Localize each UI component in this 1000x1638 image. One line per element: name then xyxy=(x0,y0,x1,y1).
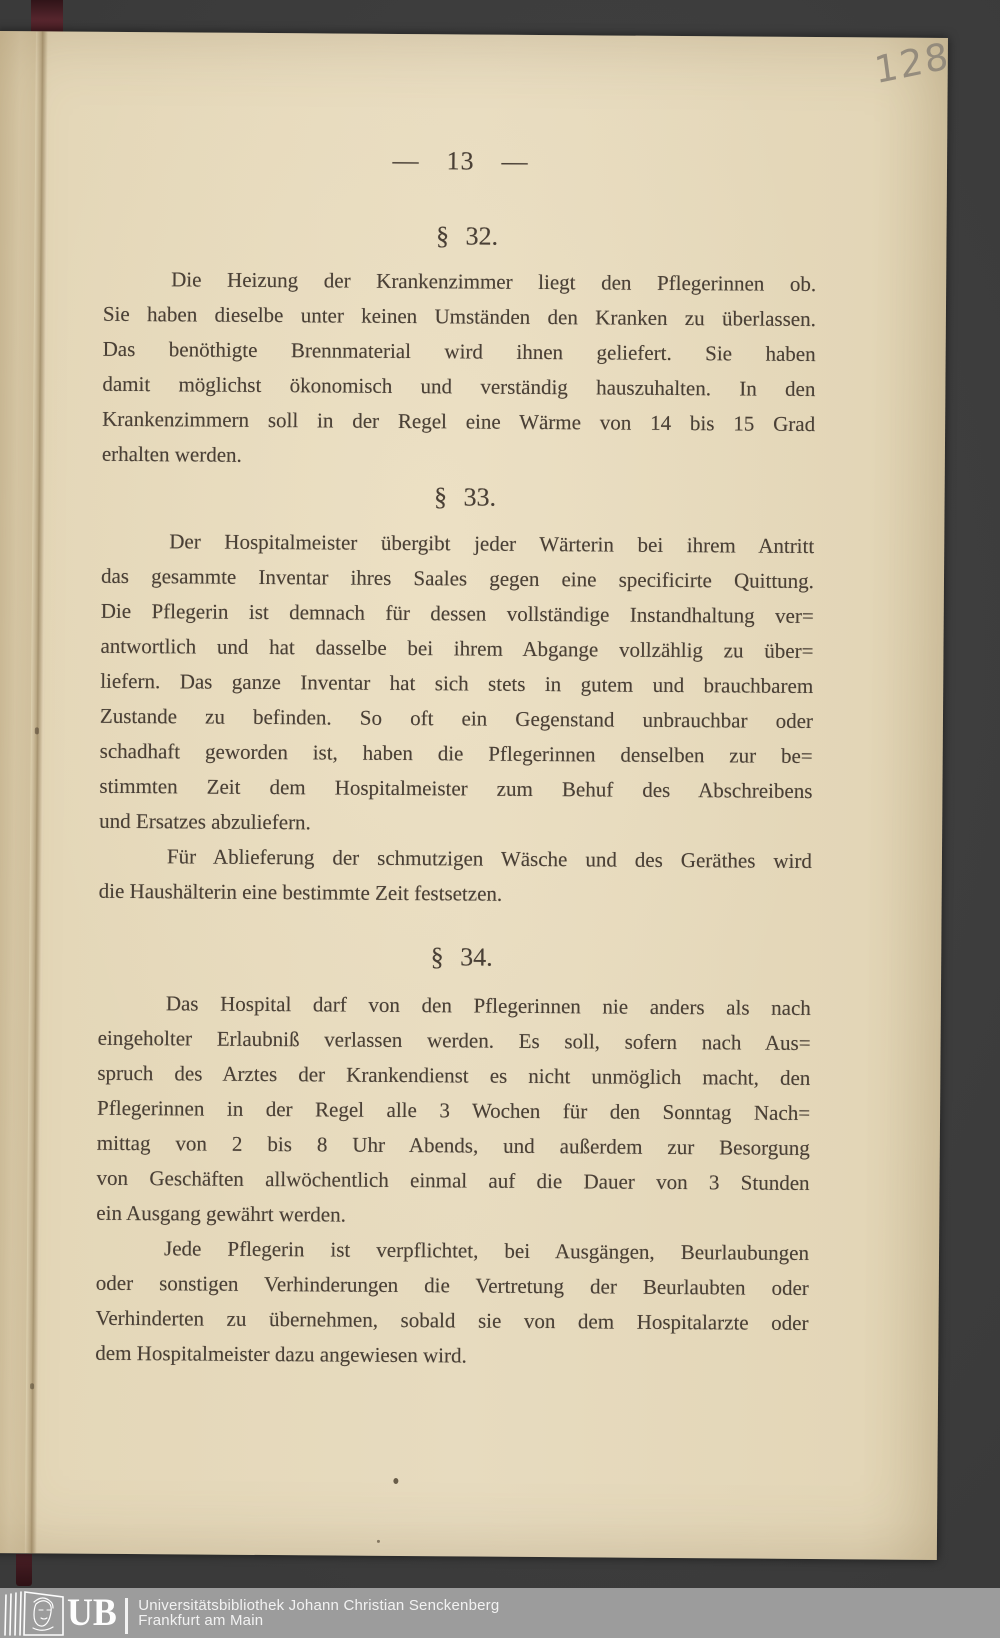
text-line: ein Ausgang gewährt werden. xyxy=(96,1200,347,1227)
text-line: Pflegerinnen in der Regel alle 3 Wochen für den Sonntag Nach= xyxy=(97,1095,811,1125)
text-line: Das Hospital darf von den Pflegerinnen nie anders als nach xyxy=(165,991,811,1020)
paragraph xyxy=(99,839,812,914)
ub-library-logo-icon xyxy=(3,1590,65,1636)
fold-nick xyxy=(30,1383,34,1389)
text-line: spruch des Arztes der Krankendienst es nicht unmöglich macht, den xyxy=(97,1060,811,1090)
fold-nick xyxy=(35,727,39,734)
text-line: Sie haben dieselbe unter keinen Umständen den Kranken zu überlassen. xyxy=(102,301,816,332)
paper-speck xyxy=(377,1540,380,1543)
paragraph xyxy=(95,1231,809,1376)
text-line: von Geschäften allwöchentlich einmal auf die Dauer von 3 Stunden xyxy=(96,1165,810,1195)
section-heading: § 32. xyxy=(435,221,499,251)
text-line: Das benöthigte Brennmaterial wird ihnen geliefert. Sie haben xyxy=(102,336,816,367)
text-line: liefern. Das ganze Inventar hat sich stets in gutem und brauchbarem xyxy=(100,668,814,699)
section-33 xyxy=(99,477,815,914)
ub-logo-acronym: UB xyxy=(67,1591,117,1634)
footer-text xyxy=(138,1598,499,1629)
paragraph xyxy=(102,262,817,477)
section-34 xyxy=(95,937,811,1376)
library-footer-bar xyxy=(0,1588,1000,1638)
handwritten-page-number: 128 xyxy=(871,34,953,93)
text-line: dem Hospitalmeister dazu angewiesen wird. xyxy=(95,1340,467,1368)
paragraph xyxy=(96,986,811,1236)
book-page xyxy=(0,31,953,1560)
footer-institution: Universitätsbibliothek Johann Christian Senckenberg xyxy=(138,1596,500,1614)
logo-divider xyxy=(125,1598,128,1634)
paragraph xyxy=(99,524,814,844)
text-line: Der Hospitalmeister übergibt jeder Wärterin bei ihrem Antritt xyxy=(169,529,815,559)
text-line: stimmten Zeit dem Hospitalmeister zum Behuf des Abschreibens xyxy=(99,773,813,804)
section-heading: § 33. xyxy=(433,482,497,512)
page-number-dash-left: — xyxy=(392,145,420,176)
sections-container xyxy=(95,216,816,1376)
text-line: damit möglichst ökonomisch und verständig hauszuhalten. In den xyxy=(102,371,816,402)
text-line: Zustande zu befinden. So oft ein Gegenstand unbrauchbar oder xyxy=(99,703,814,734)
page-number-dash-right: — xyxy=(501,146,529,176)
text-line: oder sonstigen Verhinderungen die Vertretung der Beurlaubten oder xyxy=(95,1270,809,1300)
section-32 xyxy=(102,216,817,477)
text-line: die Haushälterin eine bestimmte Zeit festsetzen. xyxy=(98,878,503,906)
text-line: eingeholter Erlaubniß verlassen werden. Es soll, sofern nach Aus= xyxy=(97,1025,811,1055)
text-line: Die Pflegerin ist demnach für dessen vollständige Instandhaltung ver= xyxy=(100,598,814,629)
text-line: Die Heizung der Krankenzimmer liegt den Pflegerinnen ob. xyxy=(171,267,817,297)
bookmark-ribbon-bottom xyxy=(16,1554,32,1586)
text-line: Für Ablieferung der schmutzigen Wäsche und des Geräthes wird xyxy=(166,844,813,874)
paper-speck xyxy=(393,1478,398,1484)
text-line: antwortlich und hat dasselbe bei ihrem Abgange vollzählig zu über= xyxy=(100,633,814,664)
text-line: Krankenzimmern soll in der Regel eine Wärme von 14 bis 15 Grad xyxy=(102,406,816,437)
section-heading: § 34. xyxy=(430,942,493,972)
text-line: mittag von 2 bis 8 Uhr Abends, und außerdem zur Besorgung xyxy=(96,1130,810,1160)
text-line: das gesammte Inventar ihres Saales gegen eine specificirte Quittung. xyxy=(100,563,815,594)
footer-location: Frankfurt am Main xyxy=(138,1612,264,1629)
text-line: schadhaft geworden ist, haben die Pflegerinnen denselben zur be= xyxy=(99,738,813,769)
page-number-value: 13 xyxy=(446,146,475,176)
printed-page-number xyxy=(104,141,817,181)
text-line: Jede Pflegerin ist verpflichtet, bei Ausgängen, Beurlaubungen xyxy=(163,1236,810,1265)
text-line: Verhinderten zu übernehmen, sobald sie von dem Hospitalarzte oder xyxy=(95,1305,809,1335)
text-block xyxy=(95,141,817,1376)
text-line: erhalten werden. xyxy=(101,441,242,467)
text-line: und Ersatzes abzuliefern. xyxy=(99,808,311,835)
